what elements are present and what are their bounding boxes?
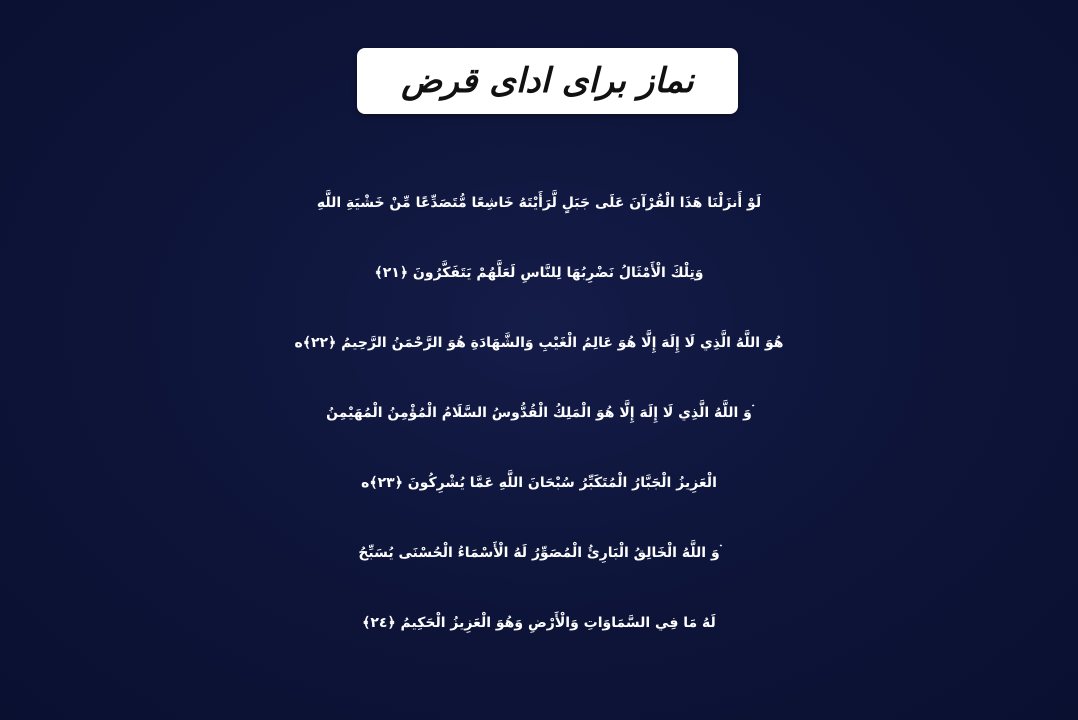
verse-text-block — [0, 168, 1078, 658]
verse-line: لَوْ أَنزَلْنَا هَذَا الْقُرْآنَ عَلَى جَبَلٍ لَّرَأَيْتَهُ خَاشِعًا مُّتَصَدِّعًا مِّنْ خَشْيَةِ اللَّهِ — [316, 195, 762, 211]
verse-line: ۛوَ اللَّهُ الْخَالِقُ الْبَارِئُ الْمُصَوِّرُ لَهُ الْأَسْمَاءُ الْحُسْنَى يُسَبِّحُ — [358, 545, 720, 561]
title-card — [357, 48, 738, 114]
verse-line: لَهُ مَا فِي السَّمَاوَاتِ وَالْأَرْضِ وَهُوَ الْعَزِيزُ الْحَكِيمُ ﴿٢٤﴾ — [362, 615, 716, 631]
verse-line: ۛوَ اللَّهُ الَّذِي لَا إِلَهَ إِلَّا هُوَ الْمَلِكُ الْقُدُّوسُ السَّلَامُ الْمُؤْمِنُ الْمُهَيْمِنُ — [326, 405, 752, 421]
verse-line: وَتِلْكَ الْأَمْثَالُ نَضْرِبُهَا لِلنَّاسِ لَعَلَّهُمْ يَتَفَكَّرُونَ ﴿٢١﴾ — [374, 265, 704, 281]
page-title: نماز برای ادای قرض — [401, 61, 694, 101]
verse-line: الْعَزِيزُ الْجَبَّارُ الْمُتَكَبِّرُ سُبْحَانَ اللَّهِ عَمَّا يُشْرِكُونَ ﴿٢٣﴾ه — [361, 475, 717, 491]
verse-line: هُوَ اللَّهُ الَّذِي لَا إِلَهَ إِلَّا هُوَ عَالِمُ الْغَيْبِ وَالشَّهَادَةِ هُوَ الرَّحْمَنُ الرَّحِيمُ ﴿٢٢﴾ه — [294, 335, 784, 351]
